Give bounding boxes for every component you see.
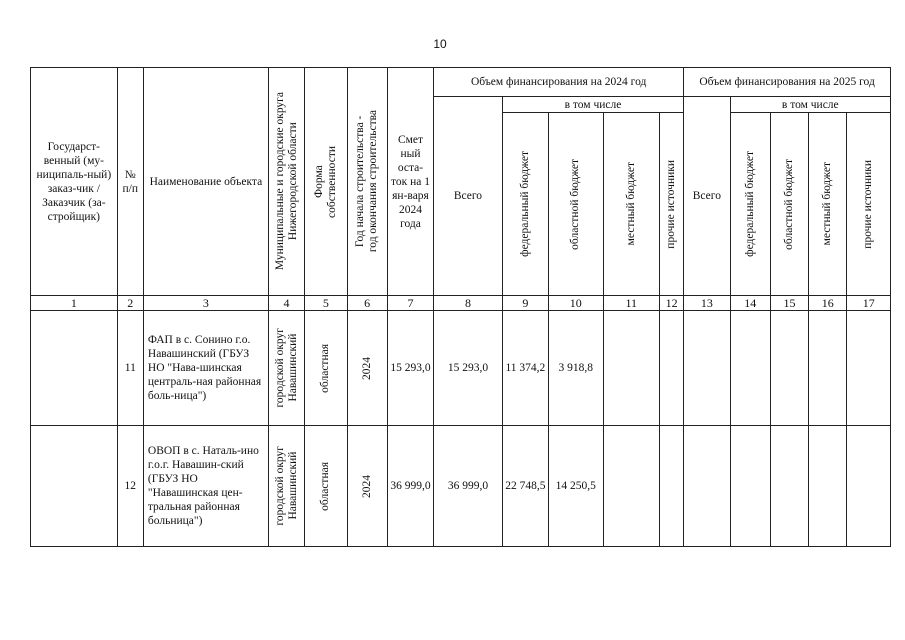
cell-object: ОВОП в с. Наталь-ино г.о.г. Навашин-ский (ГБУЗ НО "Навашинская цен-тральная районная больница") [143, 426, 268, 547]
column-number-row [31, 296, 891, 311]
cell-regional-2025 [770, 426, 808, 547]
cell-regional-2024: 14 250,5 [549, 426, 603, 547]
header-other-2025: прочие источники [847, 113, 891, 296]
cell-local-2025 [809, 311, 847, 426]
column-number: 6 [347, 296, 387, 311]
column-number: 4 [268, 296, 304, 311]
cell-balance: 15 293,0 [387, 311, 433, 426]
cell-customer [31, 311, 118, 426]
header-municipality: Муниципальные и городские округа Нижегородской области [268, 68, 304, 296]
cell-total-2025 [684, 311, 730, 426]
column-number: 2 [117, 296, 143, 311]
header-funding-2025: Объем финансирования на 2025 год [684, 68, 891, 97]
funding-table [30, 67, 891, 547]
column-number: 8 [434, 296, 503, 311]
header-federal-2025: федеральный бюджет [730, 113, 770, 296]
header-number: № п/п [117, 68, 143, 296]
column-number: 14 [730, 296, 770, 311]
cell-other-2024 [659, 311, 683, 426]
header-funding-2024: Объем финансирования на 2024 год [434, 68, 684, 97]
header-total-2024: Всего [434, 97, 503, 296]
table-row [31, 311, 891, 426]
cell-year: 2024 [347, 311, 387, 426]
header-customer: Государст-венный (му-ниципаль-ный) заказ-чик / Заказчик (за-стройщик) [31, 68, 118, 296]
cell-regional-2024: 3 918,8 [549, 311, 603, 426]
cell-local-2024 [603, 311, 659, 426]
cell-federal-2024: 11 374,2 [502, 311, 548, 426]
page-number: 10 [433, 37, 447, 51]
cell-other-2024 [659, 426, 683, 547]
column-number: 11 [603, 296, 659, 311]
cell-local-2024 [603, 426, 659, 547]
cell-object: ФАП в с. Сонино г.о. Навашинский (ГБУЗ НО "Нава-шинская централь-ная районная боль-ница") [143, 311, 268, 426]
header-including-2025: в том числе [730, 97, 890, 113]
column-number: 1 [31, 296, 118, 311]
cell-ownership: областная [305, 311, 347, 426]
cell-other-2025 [847, 426, 891, 547]
header-local-2024: местный бюджет [603, 113, 659, 296]
cell-number: 12 [117, 426, 143, 547]
column-number: 3 [143, 296, 268, 311]
header-including-2024: в том числе [502, 97, 683, 113]
header-federal-2024: федеральный бюджет [502, 113, 548, 296]
column-number: 15 [770, 296, 808, 311]
cell-ownership: областная [305, 426, 347, 547]
cell-year: 2024 [347, 426, 387, 547]
cell-local-2025 [809, 426, 847, 547]
cell-federal-2025 [730, 426, 770, 547]
header-other-2024: прочие источники [659, 113, 683, 296]
cell-total-2024: 15 293,0 [434, 311, 503, 426]
cell-customer [31, 426, 118, 547]
column-number: 10 [549, 296, 603, 311]
cell-total-2024: 36 999,0 [434, 426, 503, 547]
header-balance: Смет ный оста-ток на 1 ян-варя 2024 года [387, 68, 433, 296]
cell-total-2025 [684, 426, 730, 547]
column-number: 12 [659, 296, 683, 311]
header-object-name: Наименование объекта [143, 68, 268, 296]
header-ownership: Форма собственности [305, 68, 347, 296]
cell-municipality: городской округ Навашинский [268, 426, 304, 547]
cell-regional-2025 [770, 311, 808, 426]
column-number: 7 [387, 296, 433, 311]
column-number: 9 [502, 296, 548, 311]
cell-balance: 36 999,0 [387, 426, 433, 547]
header-local-2025: местный бюджет [809, 113, 847, 296]
table-row [31, 426, 891, 547]
cell-federal-2025 [730, 311, 770, 426]
column-number: 16 [809, 296, 847, 311]
column-number: 5 [305, 296, 347, 311]
header-total-2025: Всего [684, 97, 730, 296]
header-regional-2025: областной бюджет [770, 113, 808, 296]
column-number: 13 [684, 296, 730, 311]
cell-federal-2024: 22 748,5 [502, 426, 548, 547]
header-regional-2024: областной бюджет [549, 113, 603, 296]
header-years: Год начала строительства - год окончания строительства [347, 68, 387, 296]
column-number: 17 [847, 296, 891, 311]
cell-number: 11 [117, 311, 143, 426]
cell-municipality: городской округ Навашинский [268, 311, 304, 426]
cell-other-2025 [847, 311, 891, 426]
